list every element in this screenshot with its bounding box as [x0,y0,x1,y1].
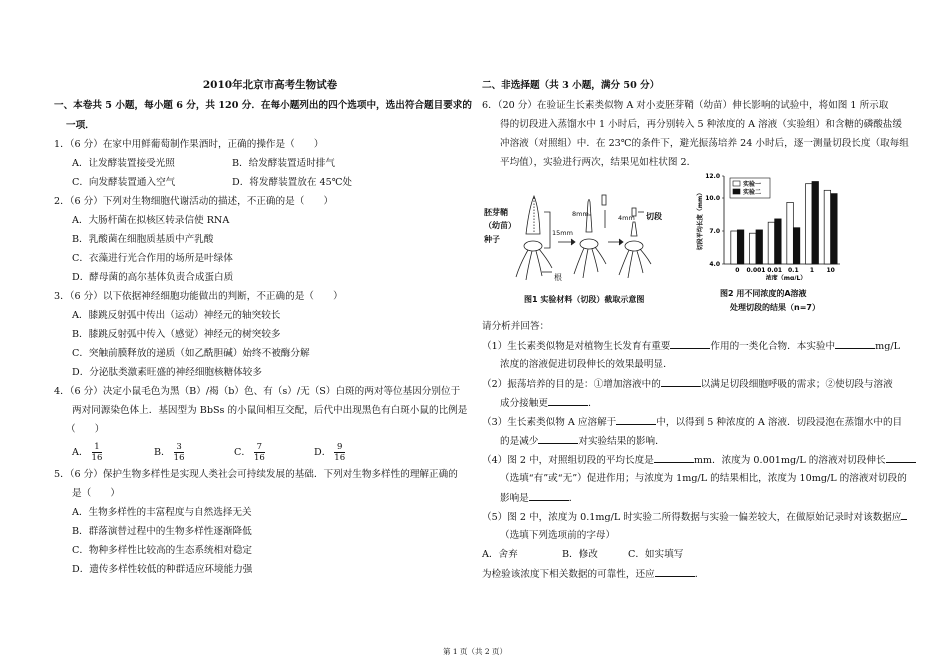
q1-option-d: D．将发酵装置放在 45℃处 [232,177,353,188]
q6-option-b: B．修改 [562,549,598,560]
q3-option-a: A．膝跳反射弧中传出（运动）神经元的轴突较长 [72,310,281,321]
figure-2 [694,170,844,315]
q1-option-a: A．让发酵装置接受光照 [72,158,175,169]
q2-stem: 2．（6 分）下列对生物细胞代谢活动的描述，不正确的是（ ） [54,196,334,207]
bar-2-0.001 [756,230,763,264]
figure-1-drawing [482,172,697,307]
q6-stem-line3: 冲溶液（对照组）中．在 23℃的条件下，避光振荡培养 24 小时后，逐一测量切段长度（取每组 [500,138,909,149]
x-tick-label: 0.1 [788,267,799,274]
q5-option-c: C．物种多样性比较高的生态系统相对稳定 [72,545,253,556]
q2-option-d: D．酵母菌的高尔基体负责合成蛋白质 [72,272,234,283]
bar-2-10 [831,194,838,264]
answer-blank[interactable] [886,450,916,463]
q1-option-b: B．给发酵装置适时排气 [232,158,335,169]
x-tick-label: 10 [826,267,835,274]
q6-part3-line1: （3）生长素类似物 A 应溶解于 中，以得到 5 种浓度的 A 溶液．切段浸泡在蒸馏水中的目 [482,412,902,433]
bar-1-0.1 [787,202,794,264]
q6-part2-line2: 成分接触更 ． [500,393,598,414]
figure-1 [482,172,697,307]
answer-blank[interactable] [661,374,701,387]
q4-option-c: C． $\frac{7}{16}$ [234,442,265,463]
fig1-label-root: 根 [554,273,562,282]
q6-part4-line3: 影响是 ． [500,488,578,509]
page-footer: 第 1 页（共 2 页） [442,647,508,656]
q3-option-c: C．突触前膜释放的递质（如乙酰胆碱）始终不被酶分解 [72,348,310,359]
bar-1-0 [731,231,738,264]
fraction: $\frac{1}{16}$ [91,442,103,463]
y-tick-label: 12.0 [705,173,720,180]
bar-1-0.01 [768,222,775,264]
answer-blank[interactable] [529,488,569,501]
y-tick-label: 7.0 [709,228,720,235]
q6-stem: 6．（20 分）在验证生长素类似物 A 对小麦胚芽鞘（幼苗）伸长影响的试验中，将如图 1 所示取 [482,100,889,111]
q4-option-a: A． $\frac{1}{16}$ [72,442,103,463]
x-tick-label: 0 [735,267,740,274]
answer-blank[interactable] [901,507,907,520]
bar-2-1 [812,182,819,265]
answer-blank[interactable] [538,431,578,444]
fig1-label-seed: 种子 [484,235,500,244]
q4-stem: 4．（6 分）决定小鼠毛色为黑（B）/褐（b）色、有（s）/无（S）白斑的两对等位基因分别位于 [54,386,461,397]
q6-part5-line2: （选填下列选项前的字母） [500,530,616,541]
answer-blank[interactable] [670,336,710,349]
q4-option-b: B． $\frac{3}{16}$ [154,442,185,463]
x-tick-label: 1 [809,267,815,274]
q4-stem-cont: 两对同源染色体上．基因型为 BbSs 的小鼠间相互交配，后代中出现黑色有白斑小鼠的比例是 [72,405,468,416]
analysis-prompt: 请分析并回答： [482,321,550,332]
q1-stem: 1．（6 分）在家中用鲜葡萄制作果酒时，正确的操作是（ ） [54,139,324,150]
q6-part4-line1: （4）图 2 中，对照组切段的平均长度是 mm．浓度为 0.001mg/L 的溶液对切段伸长 [482,450,916,471]
bar-1-10 [824,190,831,264]
section1-heading-cont: 一项． [66,120,95,131]
q5-stem: 5．（6 分）保护生物多样性是实现人类社会可持续发展的基础．下列对生物多样性的理解正确的 [54,469,458,480]
q1-option-c: C．向发酵装置通入空气 [72,177,176,188]
answer-blank[interactable] [655,564,695,577]
q2-option-c: C．衣藻进行光合作用的场所是叶绿体 [72,253,233,264]
fig1-label-8mm: 8mm [572,210,589,218]
q6-stem-line4: 平均值），实验进行两次，结果见如柱状图 2． [500,157,697,168]
figure-2-chart [694,170,844,280]
q5-option-d: D．遗传多样性较低的种群适应环境能力强 [72,564,253,575]
y-axis-label: 切段平均长度（mm） [697,189,704,251]
q6-part1-line1: （1）生长素类似物是对植物生长发育有重要 作用的一类化合物．本实验中 mg/L [482,336,900,357]
fraction: $\frac{3}{16}$ [173,442,185,463]
y-tick-label: 4.0 [709,261,720,268]
answer-blank[interactable] [548,393,588,406]
bar-1-1 [806,184,813,264]
fig1-label-coleoptile: 胚芽鞘 [484,208,508,217]
q4-stem-paren: （ ） [66,424,105,435]
fig1-label-segment: 切段 [646,212,662,221]
y-tick-label: 10.0 [705,195,720,202]
legend-label: 实验二 [743,189,762,196]
figure-2-caption-2: 处理切段的结果（n=7） [730,303,820,312]
paper-title: 2010年北京市高考生物试卷 [202,79,338,91]
q6-part1-line2: 浓度的溶液促进切段伸长的效果最明显． [500,359,673,370]
bar-2-0.01 [775,219,782,264]
answer-blank[interactable] [835,336,875,349]
x-axis-label: 浓度（mg/L） [765,275,807,280]
section2-heading: 二、非选择题（共 3 小题，满分 50 分） [482,80,660,91]
q6-option-c: C．如实填写 [628,549,684,560]
q3-stem: 3．（6 分）以下依据神经细胞功能做出的判断，不正确的是（ ） [54,291,343,302]
answer-blank[interactable] [654,450,694,463]
x-tick-label: 0.01 [767,267,783,274]
q6-option-a: A．舍弃 [482,549,518,560]
bar-2-0.1 [793,228,800,264]
q6-part5-line1: （5）图 2 中，浓度为 0.1mg/L 时实验二所得数据与实验一偏差较大，在做原始记录时对该数据应 [482,507,907,528]
q6-part2-line1: （2）振荡培养的目的是：①增加溶液中的 以满足切段细胞呼吸的需求；②使切段与溶液 [482,374,893,395]
figure-2-caption-1: 图2 用不同浓度的A溶液 [720,289,807,298]
q6-part3-line2: 的是减少 对实验结果的影响． [500,431,665,452]
q2-option-b: B．乳酸菌在细胞质基质中产乳酸 [72,234,214,245]
q5-option-b: B．群落演替过程中的生物多样性逐渐降低 [72,526,252,537]
q4-option-d: D． $\frac{9}{16}$ [314,442,346,463]
answer-blank[interactable] [616,412,656,425]
fraction: $\frac{9}{16}$ [334,442,346,463]
fig1-label-15mm: 15mm [552,229,573,237]
fig1-label-4mm: 4mm [618,214,635,222]
q5-option-a: A．生物多样性的丰富程度与自然选择无关 [72,507,252,518]
bar-2-0 [737,230,744,264]
q3-option-d: D．分泌肽类激素旺盛的神经细胞核糖体较多 [72,367,262,378]
q6-stem-line2: 得的切段进入蒸馏水中 1 小时后，再分别转入 5 种浓度的 A 溶液（实验组）和含糖的磷酸盐缓 [500,119,902,130]
x-tick-label: 0.001 [746,267,766,274]
legend-swatch [733,189,740,194]
q6-part5-line3: 为检验该浓度下相关数据的可靠性，还应 ． [482,564,704,585]
fig1-label-seedling: （幼苗） [484,221,516,230]
q2-option-a: A．大肠杆菌在拟核区转录信使 RNA [72,215,230,226]
section1-heading: 一、本卷共 5 小题，每小题 6 分，共 120 分．在每小题列出的四个选项中，选出符合题目要求的 [54,100,472,111]
q3-option-b: B．膝跳反射弧中传入（感觉）神经元的树突较多 [72,329,281,340]
figure-1-caption: 图1 实验材料（切段）截取示意图 [524,295,645,304]
legend-swatch [733,181,740,186]
q5-stem-cont: 是（ ） [72,488,120,499]
q6-part4-line2: （选填“有”或“无”）促进作用；与浓度为 1mg/L 的结果相比，浓度为 10mg/L 的溶液对切段的 [500,473,907,484]
fraction: $\frac{7}{16}$ [253,442,265,463]
legend-label: 实验一 [743,181,762,188]
bar-1-0.001 [750,233,757,264]
